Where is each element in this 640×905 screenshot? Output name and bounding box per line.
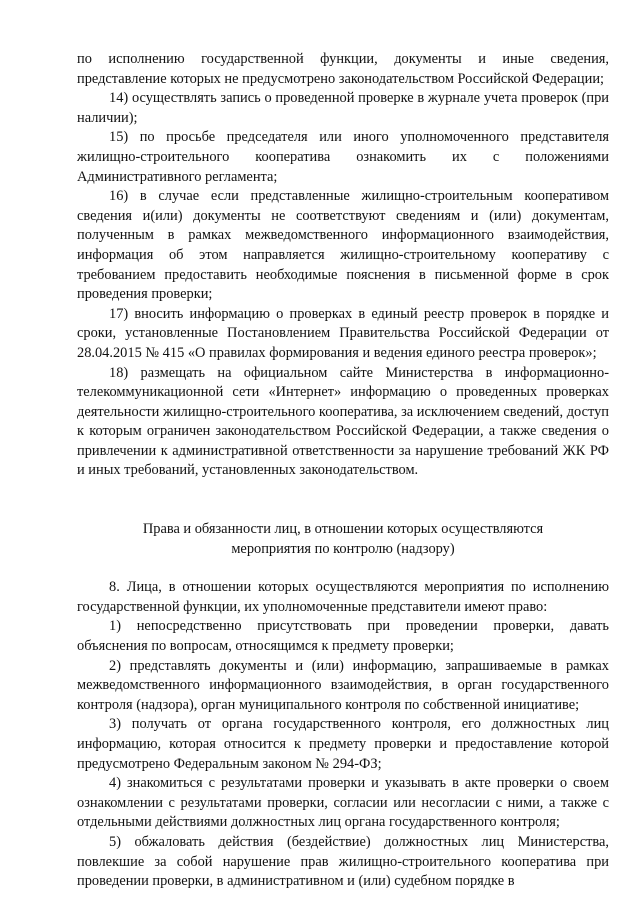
paragraph-item-18: 18) размещать на официальном сайте Министерства в информационно-телекоммуникационной сети «Интернет» информацию о проведенных проверках деятельности жилищно-строительного кооператива, за исключением сведений, доступ к которым ограничен законодательством Российской Федерации, а также сведения о привлечении к административной ответственности за нарушение требований ЖК РФ и иных требований, установленных законодательством. [77,364,609,479]
paragraph-item-15: 15) по просьбе председателя или иного уполномоченного представителя жилищно-строительного кооператива ознакомить их с положениями Административного регламента; [77,129,609,185]
paragraph-clause-8: 8. Лица, в отношении которых осуществляются мероприятия по исполнению государственной функции, их уполномоченные представители имеют право: [77,579,609,615]
paragraph-right-5: 5) обжаловать действия (бездействие) должностных лиц Министерства, повлекшие за собой нарушение прав жилищно-строительного кооператива при проведении проверки, в административном и (или) судебном порядке в [77,833,609,890]
paragraph-item-14: 14) осуществлять запись о проведенной проверке в журнале учета проверок (при наличии); [77,90,609,126]
paragraph-right-4: 4) знакомиться с результатами проверки и указывать в акте проверки о своем ознакомлении с результатами проверки, согласии или несогласии с ними, а также с отдельными действиями должностных лиц органа государственного контроля; [77,775,609,831]
paragraph-continuation: по исполнению государственной функции, документы и иные сведения, представление которых не предусмотрено законодательством Российской Федерации; [77,51,609,87]
paragraph-right-1: 1) непосредственно присутствовать при проведении проверки, давать объяснения по вопросам, относящимся к предмету проверки; [77,618,609,655]
paragraph-right-3: 3) получать от органа государственного контроля, его должностных лиц информацию, которая относится к предмету проверки и предоставление которой предусмотрено Федеральным законом № 294-ФЗ; [77,716,609,772]
paragraphs-before [77,50,609,481]
document-page [77,50,609,892]
paragraph-item-17: 17) вносить информацию о проверках в единый реестр проверок в порядке и сроки, установленные Постановлением Правительства Российской Федерации от 28.04.2015 № 415 «О правилах формирования и ведения единого реестра проверок»; [77,305,609,361]
paragraph-item-16: 16) в случае если представленные жилищно-строительным кооперативом сведения и(или) документы не соответствуют сведениям и (или) документам, полученным в рамках межведомственного информационного взаимодействия, информация об этом направляется жилищно-строительному кооперативу с требованием предоставить необходимые пояснения в письменной форме в срок проведения проверки; [77,188,609,303]
section-heading: Права и обязанности лиц, в отношении которых осуществляются мероприятия по контролю (надзору) [142,521,544,557]
paragraphs-after [77,578,609,892]
paragraph-right-2: 2) представлять документы и (или) информацию, запрашиваемые в рамках межведомственного информационного взаимодействия, в орган государственного контроля (надзора), орган муниципального контроля по собственной инициативе; [77,657,609,713]
